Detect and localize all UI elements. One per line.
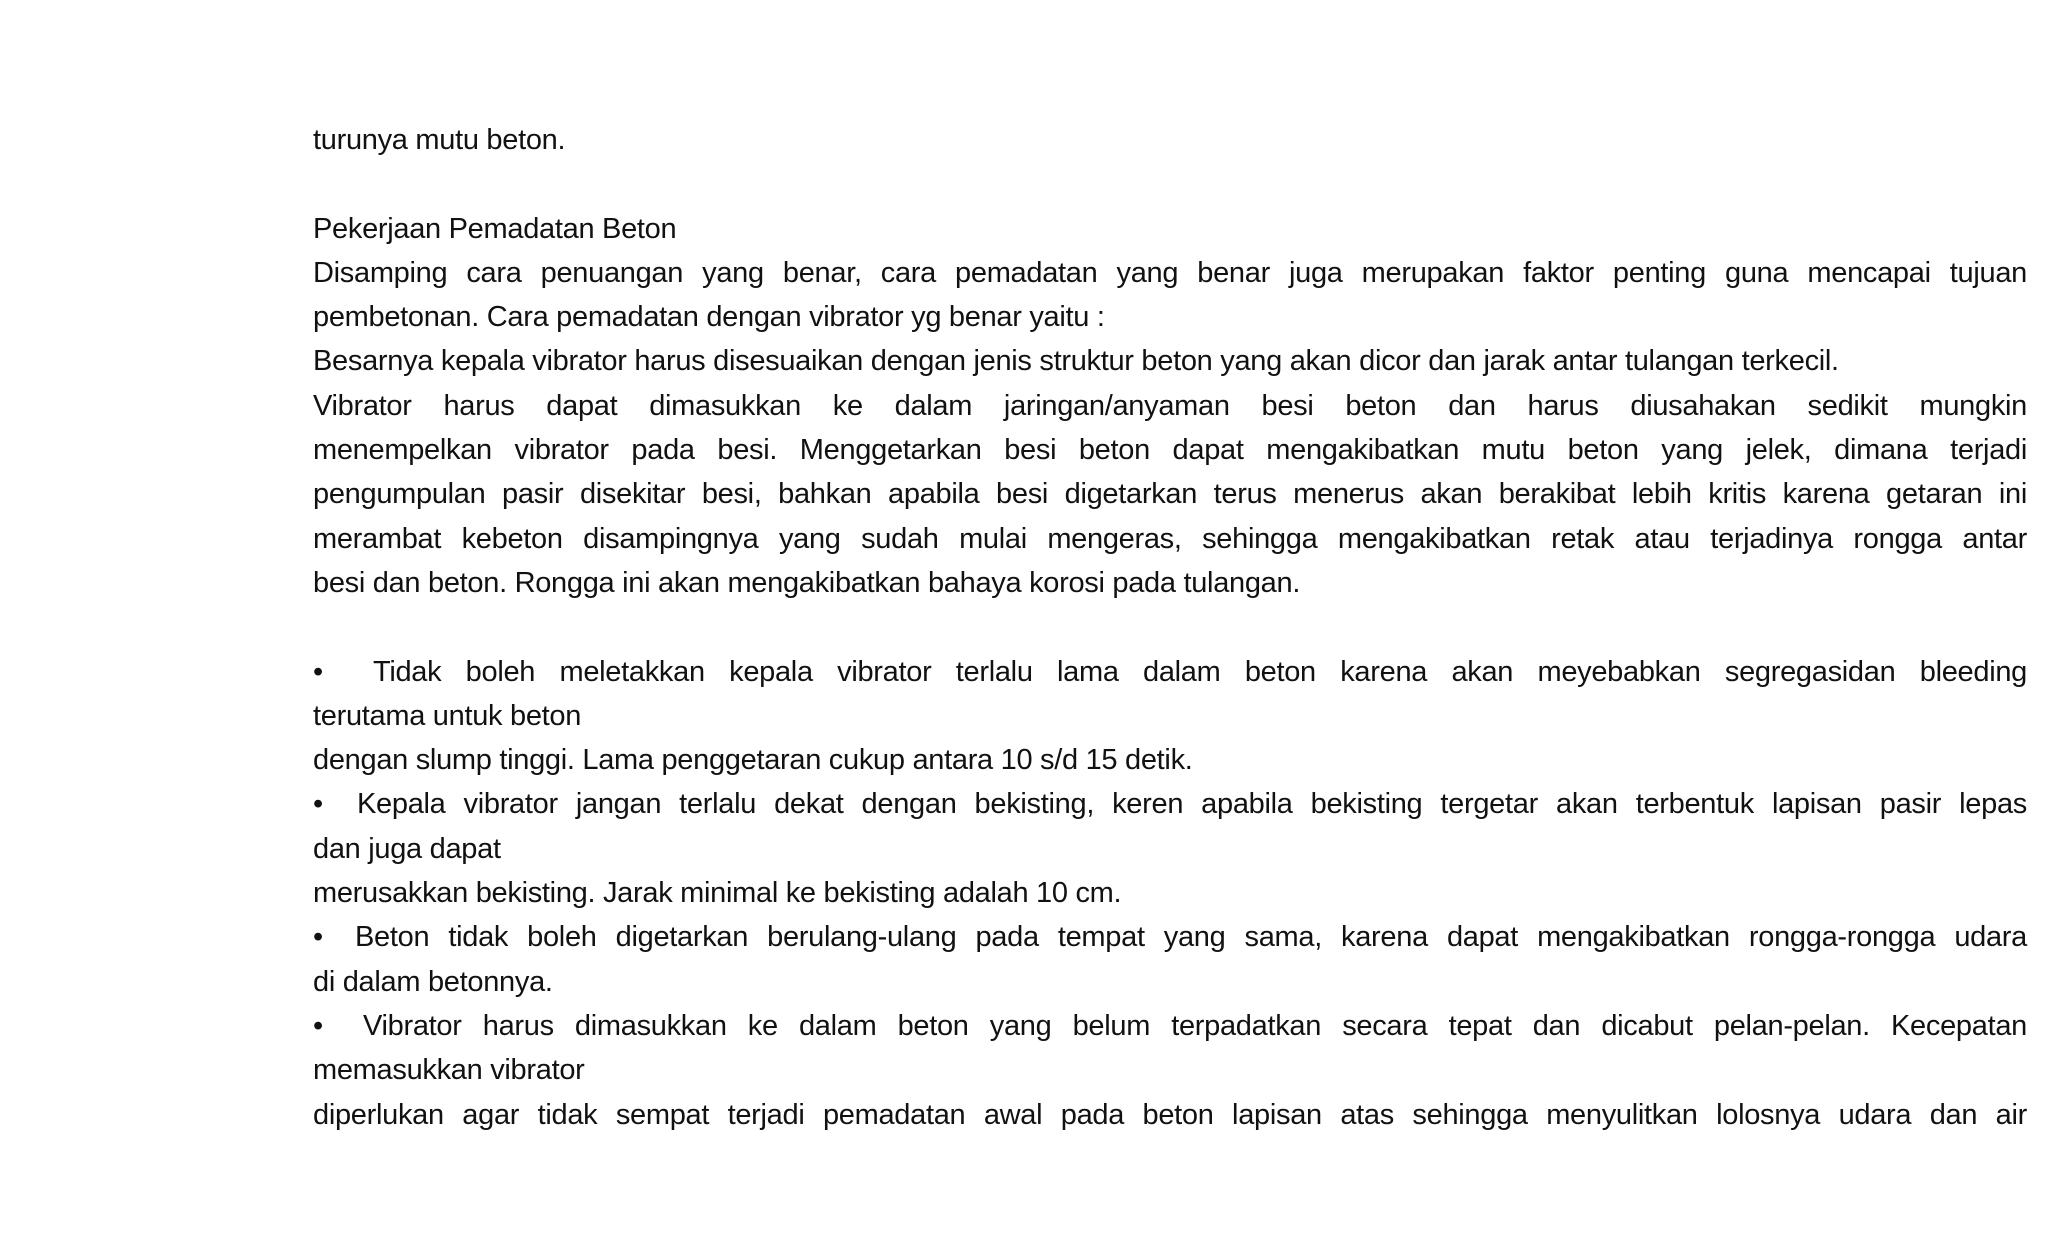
- bullet-1-line-3: dengan slump tinggi. Lama penggetaran cukup antara 10 s/d 15 detik.: [313, 744, 1193, 777]
- bullet-icon: •: [313, 788, 323, 821]
- bullet-icon: •: [313, 921, 323, 954]
- bullet-item-4: [313, 1004, 2027, 1048]
- bullet-4-line-1: Vibrator harus dimasukkan ke dalam beton yang belum terpadatkan secara tepat dan dicabut pelan-pelan. Kecepatan: [363, 1009, 2027, 1042]
- paragraph3-line-5: besi dan beton. Rongga ini akan mengakibatkan bahaya korosi pada tulangan.: [313, 566, 1301, 599]
- paragraph3-line-4: merambat kebeton disampingnya yang sudah mulai mengeras, sehingga mengakibatkan retak atau terjadinya rongga antar: [313, 522, 2027, 555]
- paragraph2-line: Besarnya kepala vibrator harus disesuaikan dengan jenis struktur beton yang akan dicor dan jarak antar tulangan terkecil.: [313, 345, 1839, 378]
- bullet-1-line-2: terutama untuk beton: [313, 699, 582, 732]
- opening-line: turunya mutu beton.: [313, 124, 566, 156]
- bullet-item-2: [313, 782, 2027, 826]
- section-heading: Pekerjaan Pemadatan Beton: [313, 212, 677, 245]
- paragraph3-line-1: Vibrator harus dapat dimasukkan ke dalam jaringan/anyaman besi beton dan harus diusahakan sedikit mungkin: [313, 389, 2027, 422]
- bullet-4-line-2: memasukkan vibrator: [313, 1054, 585, 1087]
- paragraph1-line-2: pembetonan. Cara pemadatan dengan vibrator yg benar yaitu :: [313, 301, 1105, 334]
- spacer: [313, 605, 2027, 649]
- bullet-1-line-1: Tidak boleh meletakkan kepala vibrator terlalu lama dalam beton karena akan meyebabkan segregasidan bleeding: [373, 655, 2027, 688]
- spacer: [313, 162, 2027, 206]
- bullet-item-3: [313, 915, 2027, 959]
- bullet-2-line-2: dan juga dapat: [313, 832, 501, 865]
- bullet-3-line-2: di dalam betonnya.: [313, 965, 553, 998]
- bullet-3-line-1: Beton tidak boleh digetarkan berulang-ulang pada tempat yang sama, karena dapat mengakibatkan rongga-rongga udara: [355, 921, 2027, 954]
- bullet-2-line-3: merusakkan bekisting. Jarak minimal ke bekisting adalah 10 cm.: [313, 877, 1122, 910]
- document-page: [313, 118, 2027, 1137]
- bullet-4-line-3: diperlukan agar tidak sempat terjadi pemadatan awal pada beton lapisan atas sehingga menyulitkan lolosnya udara dan air: [313, 1098, 2027, 1131]
- paragraph1-line-1: Disamping cara penuangan yang benar, cara pemadatan yang benar juga merupakan faktor penting guna mencapai tujuan: [313, 256, 2027, 289]
- bullet-item-1: [313, 650, 2027, 694]
- paragraph3-line-3: pengumpulan pasir disekitar besi, bahkan apabila besi digetarkan terus menerus akan berakibat lebih kritis karena getaran ini: [313, 478, 2027, 511]
- paragraph3-line-2: menempelkan vibrator pada besi. Menggetarkan besi beton dapat mengakibatkan mutu beton yang jelek, dimana terjadi: [313, 434, 2027, 467]
- bullet-2-line-1: Kepala vibrator jangan terlalu dekat dengan bekisting, keren apabila bekisting tergetar akan terbentuk lapisan pasir lepas: [357, 788, 2027, 821]
- bullet-icon: •: [313, 655, 323, 688]
- bullet-icon: •: [313, 1009, 323, 1042]
